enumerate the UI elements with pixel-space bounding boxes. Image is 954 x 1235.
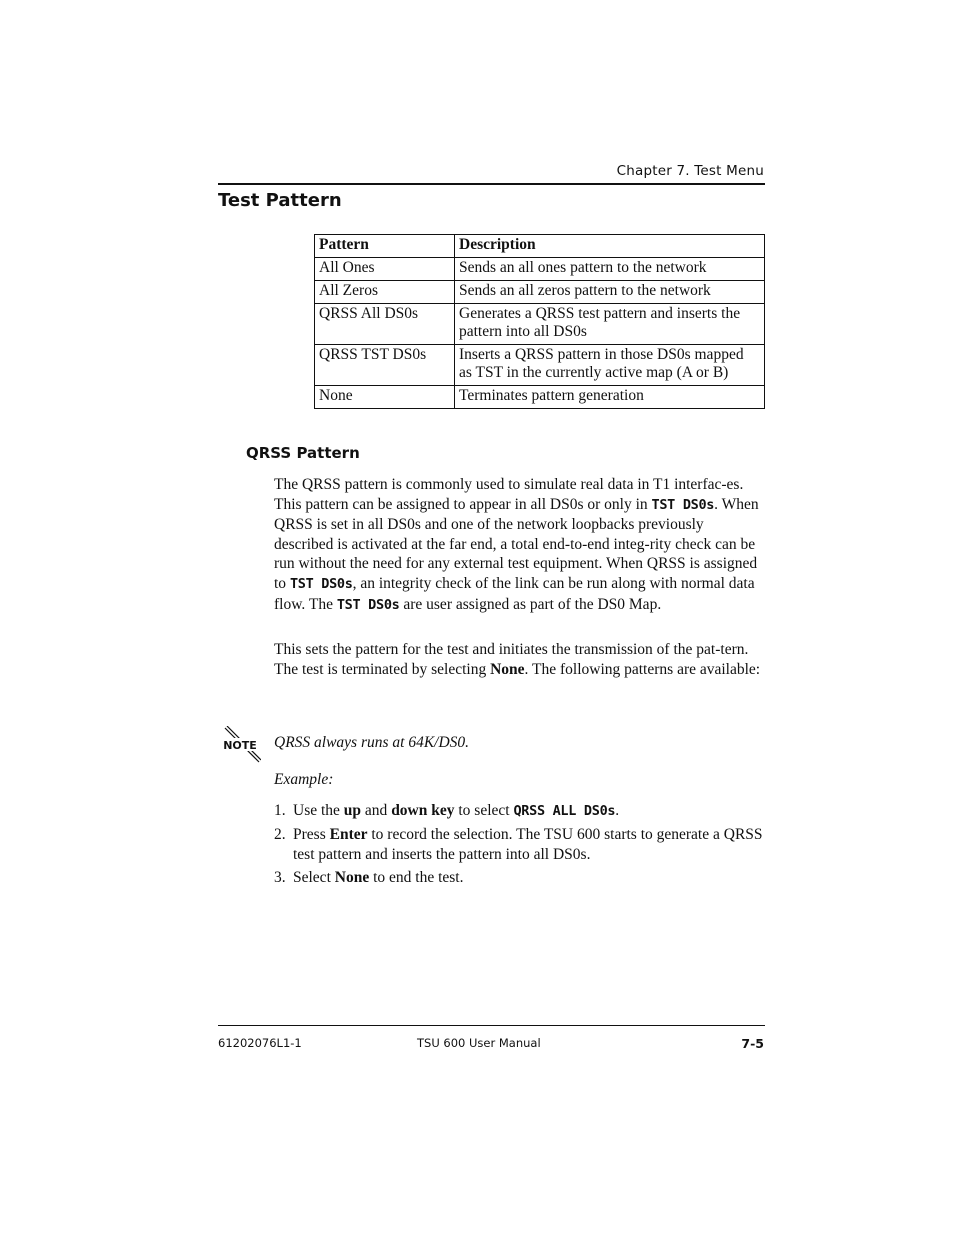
bold-term: None bbox=[490, 660, 525, 678]
column-header-pattern: Pattern bbox=[315, 235, 455, 258]
description-cell: Sends an all ones pattern to the network bbox=[455, 258, 765, 281]
step-text: and bbox=[361, 802, 392, 819]
table-row bbox=[315, 386, 765, 409]
list-item bbox=[274, 868, 765, 888]
table-row bbox=[315, 304, 765, 345]
step-text: . bbox=[615, 802, 620, 819]
table-row bbox=[315, 281, 765, 304]
note-icon bbox=[221, 726, 261, 766]
step-number: 1. bbox=[274, 802, 286, 819]
body-paragraph bbox=[274, 475, 765, 615]
description-cell: Generates a QRSS test pattern and inserts the pattern into all DS0s bbox=[455, 304, 765, 345]
menu-option-text: TST DS0s bbox=[336, 596, 400, 613]
pattern-cell: All Zeros bbox=[315, 281, 455, 304]
list-item bbox=[274, 801, 765, 822]
note-icon-label: NOTE bbox=[223, 739, 257, 752]
paragraph-text: are user assigned as part of the DS0 Map. bbox=[399, 595, 662, 613]
list-item bbox=[274, 825, 765, 864]
manual-title: TSU 600 User Manual bbox=[417, 1036, 541, 1050]
body-paragraph bbox=[274, 640, 765, 679]
table-header-row bbox=[315, 235, 765, 258]
description-cell: Inserts a QRSS pattern in those DS0s mapped as TST in the currently active map (A or B) bbox=[455, 345, 765, 386]
section-title: Test Pattern bbox=[218, 190, 342, 211]
menu-option-text: TST DS0s bbox=[289, 575, 353, 592]
table-row bbox=[315, 345, 765, 386]
paragraph-text: The QRSS pattern is commonly used to simulate real data in T1 interfac-es. This pattern can be assigned to appear in all DS0s or only in bbox=[274, 476, 744, 513]
step-text: Select bbox=[293, 868, 335, 886]
pattern-cell: QRSS TST DS0s bbox=[315, 345, 455, 386]
description-cell: Sends an all zeros pattern to the network bbox=[455, 281, 765, 304]
step-text: Press bbox=[293, 826, 330, 844]
column-header-description: Description bbox=[455, 235, 765, 258]
pattern-cell: QRSS All DS0s bbox=[315, 304, 455, 345]
step-text: to end the test. bbox=[369, 868, 464, 886]
step-text: Use the bbox=[293, 802, 344, 819]
bold-term: None bbox=[334, 868, 370, 886]
bold-term: Enter bbox=[329, 826, 368, 844]
description-cell: Terminates pattern generation bbox=[455, 386, 765, 409]
paragraph-text: . The following patterns are available: bbox=[524, 660, 761, 678]
bold-term: down key bbox=[391, 802, 455, 819]
header-rule bbox=[218, 183, 765, 185]
menu-option-text: QRSS ALL DS0s bbox=[513, 803, 616, 819]
table-row bbox=[315, 258, 765, 281]
step-number: 2. bbox=[274, 826, 286, 844]
footer-rule bbox=[218, 1025, 765, 1026]
pattern-cell: None bbox=[315, 386, 455, 409]
steps-list bbox=[274, 801, 765, 891]
pattern-cell: All Ones bbox=[315, 258, 455, 281]
page-number: 7-5 bbox=[741, 1036, 764, 1051]
pattern-table bbox=[314, 234, 765, 409]
menu-option-text: TST DS0s bbox=[651, 496, 715, 513]
note-text: QRSS always runs at 64K/DS0. bbox=[274, 734, 470, 751]
step-text: to select bbox=[454, 802, 514, 819]
document-number: 61202076L1-1 bbox=[218, 1036, 302, 1050]
step-number: 3. bbox=[274, 868, 286, 886]
chapter-header: Chapter 7. Test Menu bbox=[616, 163, 764, 179]
paragraph-text: . When QRSS is set in all DS0s and one of the network loopbacks previously described is activated at the far end, a total end-to-end integ-rity check can be run without the need for any external test equipment. When QRSS is assigned to bbox=[274, 495, 759, 592]
example-label: Example: bbox=[274, 771, 334, 788]
bold-term: up bbox=[343, 802, 362, 819]
paragraph-text: This sets the pattern for the test and initiates the transmission of the pat-tern. The test is terminated by selecting bbox=[274, 641, 749, 678]
paragraph-text: , an integrity check of the link can be run along with normal data flow. The bbox=[274, 574, 755, 613]
subsection-title: QRSS Pattern bbox=[246, 444, 360, 462]
step-text: to record the selection. The TSU 600 starts to generate a QRSS test pattern and inserts the pattern into all DS0s. bbox=[293, 826, 763, 863]
